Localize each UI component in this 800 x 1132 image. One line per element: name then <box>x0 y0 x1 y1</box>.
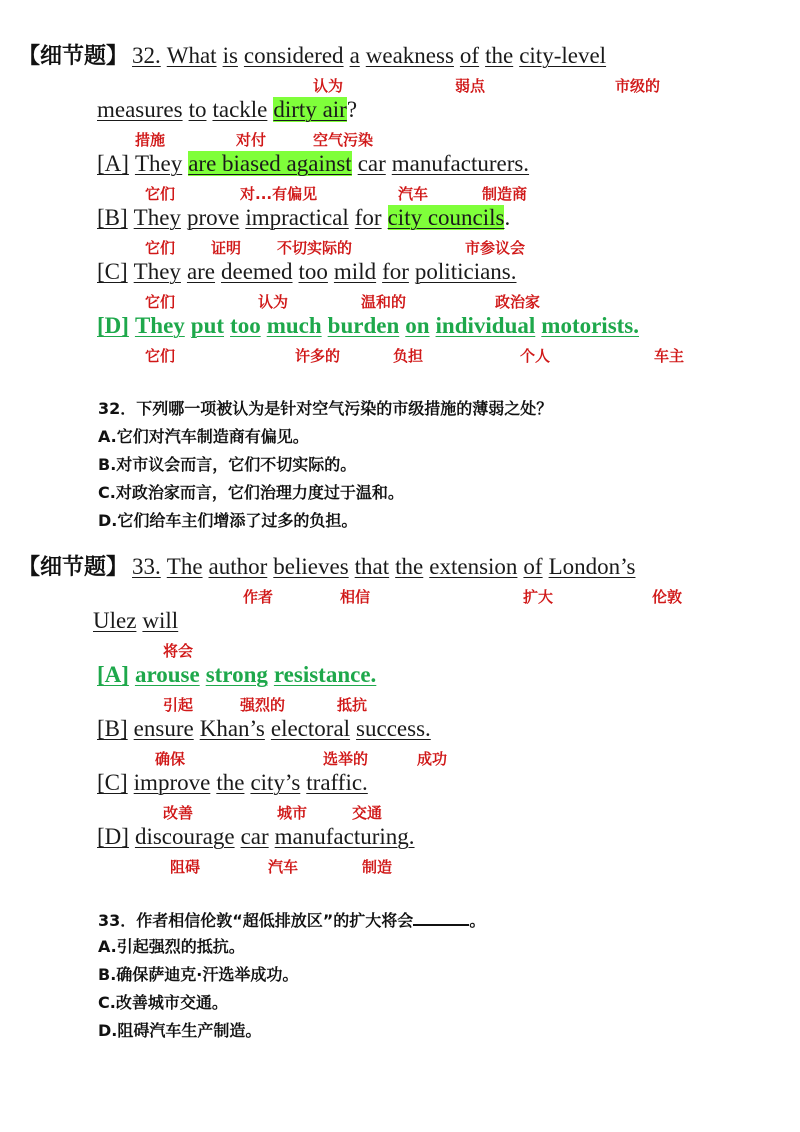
word: considered <box>243 43 344 68</box>
gloss: 汽车 <box>268 858 299 876</box>
word: improve <box>133 770 211 795</box>
word: tackle <box>212 97 268 122</box>
word: motorists. <box>541 313 640 338</box>
option-label: [B] <box>97 716 128 741</box>
q33-translation-stem <box>98 908 485 932</box>
highlighted-phrase: are biased against <box>188 151 352 176</box>
word: for <box>354 205 382 230</box>
option-label: [D] <box>97 824 129 849</box>
word: for <box>382 259 409 284</box>
word: manufacturing. <box>274 824 415 849</box>
option-label: [B] <box>97 205 128 230</box>
word: strong <box>205 662 268 687</box>
word: will <box>142 608 179 633</box>
gloss: 交通 <box>352 804 383 822</box>
word: ensure <box>133 716 194 741</box>
highlighted-phrase: dirty air <box>273 97 347 122</box>
gloss: 对...有偏见 <box>240 185 318 203</box>
gloss: 证明 <box>211 239 242 257</box>
word: extension <box>429 554 518 579</box>
q32-option-a <box>97 148 529 180</box>
q33-option-d <box>97 821 415 853</box>
word: put <box>190 313 225 338</box>
word: impractical <box>245 205 349 230</box>
q32-option-b <box>97 202 510 234</box>
word: measures <box>97 97 183 122</box>
gloss: 它们 <box>145 293 176 311</box>
q33-translation-b: B.确保萨迪克·汗选举成功。 <box>98 965 299 984</box>
option-label: [C] <box>97 259 128 284</box>
gloss: 改善 <box>163 804 194 822</box>
word: the <box>485 43 514 68</box>
gloss: 它们 <box>145 347 176 365</box>
word: are <box>186 259 216 284</box>
word: arouse <box>134 662 200 687</box>
q33-option-c <box>97 767 368 799</box>
word: They <box>133 259 181 284</box>
gloss: 相信 <box>340 588 371 606</box>
gloss: 强烈的 <box>240 696 286 714</box>
word: mild <box>333 259 377 284</box>
word: of <box>459 43 480 68</box>
gloss: 认为 <box>313 77 344 95</box>
gloss: 政治家 <box>495 293 541 311</box>
word: traffic. <box>306 770 368 795</box>
option-label: [A] <box>97 151 129 176</box>
gloss: 成功 <box>417 750 448 768</box>
word: They <box>133 205 181 230</box>
option-label: [D] <box>97 313 129 338</box>
gloss: 许多的 <box>295 347 341 365</box>
word: individual <box>435 313 536 338</box>
word: burden <box>327 313 400 338</box>
word: that <box>354 554 390 579</box>
word: prove <box>186 205 240 230</box>
q32-option-c <box>97 256 517 288</box>
q32-stem-line1 <box>18 40 606 72</box>
word: Ulez <box>93 608 137 633</box>
gloss: 作者 <box>243 588 274 606</box>
gloss: 不切实际的 <box>277 239 353 257</box>
word: too <box>230 313 261 338</box>
gloss: 空气污染 <box>313 131 374 149</box>
q32-translation-b: B.对市议会而言，它们不切实际的。 <box>98 455 357 474</box>
word: They <box>134 151 183 176</box>
gloss: 制造 <box>362 858 393 876</box>
answer-blank <box>413 908 469 926</box>
word: believes <box>273 554 349 579</box>
q32-translation-d: D.它们给车主们增添了过多的负担。 <box>98 511 358 530</box>
gloss: 温和的 <box>361 293 407 311</box>
q32-translation-a: A.它们对汽车制造商有偏见。 <box>98 427 309 446</box>
q33-number: 33. <box>132 554 161 579</box>
word: much <box>266 313 322 338</box>
word: is <box>222 43 238 68</box>
q33-translation-c: C.改善城市交通。 <box>98 993 228 1012</box>
word: the <box>216 770 245 795</box>
word: car <box>240 824 269 849</box>
word: the <box>395 554 424 579</box>
q33-option-a-answer <box>97 659 376 691</box>
word: on <box>405 313 430 338</box>
word: to <box>188 97 207 122</box>
gloss: 确保 <box>155 750 186 768</box>
gloss: 制造商 <box>482 185 528 203</box>
q32-tag: 【细节题】 <box>18 44 129 69</box>
word: weakness <box>365 43 454 68</box>
word: politicians. <box>414 259 517 284</box>
gloss: 对付 <box>236 131 267 149</box>
q32-stem-line2 <box>97 94 357 126</box>
q33-stem-line1 <box>18 551 635 583</box>
gloss: 个人 <box>520 347 551 365</box>
gloss: 汽车 <box>398 185 429 203</box>
q32-translation-c: C.对政治家而言，它们治理力度过于温和。 <box>98 483 404 502</box>
gloss: 城市 <box>277 804 308 822</box>
gloss: 它们 <box>145 185 176 203</box>
word: of <box>523 554 543 579</box>
word: manufacturers. <box>391 151 530 176</box>
punct: . <box>504 205 511 230</box>
gloss: 市参议会 <box>465 239 526 257</box>
word: The <box>166 554 203 579</box>
highlighted-phrase: city councils <box>387 205 505 230</box>
gloss: 认为 <box>258 293 289 311</box>
word: a <box>349 43 360 68</box>
gloss: 市级的 <box>615 77 661 95</box>
word: author <box>208 554 268 579</box>
q32-translation-stem: 32．下列哪一项被认为是针对空气污染的市级措施的薄弱之处？ <box>98 399 553 418</box>
q33-translation-a: A.引起强烈的抵抗。 <box>98 937 245 956</box>
word: electoral <box>270 716 351 741</box>
option-label: [A] <box>97 662 129 687</box>
word: What <box>166 43 217 68</box>
word: discourage <box>134 824 235 849</box>
gloss: 引起 <box>163 696 194 714</box>
gloss: 车主 <box>654 347 685 365</box>
q33-option-b <box>97 713 431 745</box>
word: car <box>357 151 386 176</box>
gloss: 负担 <box>393 347 424 365</box>
q32-number: 32. <box>132 43 161 68</box>
word: too <box>298 259 328 284</box>
gloss: 扩大 <box>523 588 554 606</box>
gloss: 措施 <box>135 131 166 149</box>
option-label: [C] <box>97 770 128 795</box>
gloss: 伦敦 <box>652 588 683 606</box>
word: London’s <box>548 554 636 579</box>
q33-stem-line2 <box>93 605 178 637</box>
q33-tag: 【细节题】 <box>18 555 129 580</box>
gloss: 阻碍 <box>170 858 201 876</box>
word: Khan’s <box>199 716 265 741</box>
q33-translation-stem-text: 33．作者相信伦敦“超低排放区”的扩大将会 <box>98 911 414 930</box>
q32-option-d-answer <box>97 310 639 342</box>
punct: 。 <box>469 911 486 930</box>
gloss: 弱点 <box>455 77 486 95</box>
gloss: 将会 <box>163 642 194 660</box>
word: city’s <box>250 770 301 795</box>
word: resistance. <box>273 662 377 687</box>
word: They <box>134 313 185 338</box>
word: city-level <box>519 43 607 68</box>
word: deemed <box>221 259 293 284</box>
gloss: 它们 <box>145 239 176 257</box>
gloss: 选举的 <box>323 750 369 768</box>
gloss: 抵抗 <box>337 696 368 714</box>
q33-translation-d: D.阻碍汽车生产制造。 <box>98 1021 262 1040</box>
punct: ? <box>346 97 358 122</box>
word: success. <box>356 716 431 741</box>
